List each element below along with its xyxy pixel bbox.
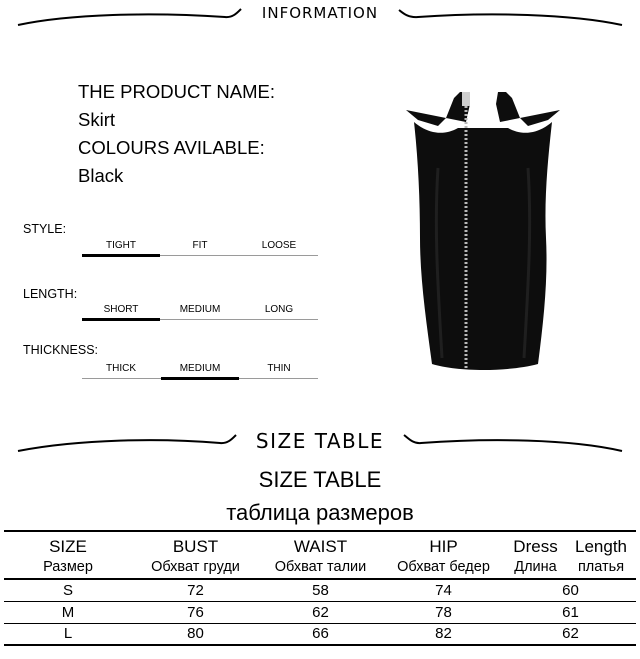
cell-waist: 62 [259,601,382,623]
table-header-row-ru [4,557,636,579]
length-option-short: SHORT [82,304,160,321]
cell-hip: 74 [382,579,505,601]
thickness-option-thin: THIN [267,363,291,374]
cell-hip: 78 [382,601,505,623]
header-hip: HIP [382,531,505,557]
header-length-ru: платья [566,557,636,579]
header-dress: Dress [505,531,566,557]
cell-bust: 80 [132,623,259,645]
cell-length: 61 [505,601,636,623]
size-table [4,530,636,646]
header-waist-ru: Обхват талии [259,557,382,579]
length-scale [82,304,318,320]
cell-size: L [4,623,132,645]
cell-size: M [4,601,132,623]
table-row [4,601,636,623]
cell-length: 62 [505,623,636,645]
cell-hip: 82 [382,623,505,645]
cell-waist: 66 [259,623,382,645]
table-title-en: SIZE TABLE [258,467,382,492]
product-name-value: Skirt [78,109,115,130]
information-title: INFORMATION [261,4,379,22]
table-title-ru: таблица размеров [226,500,414,525]
style-option-tight: TIGHT [82,240,160,257]
header-bust: BUST [132,531,259,557]
header-size: SIZE [4,531,132,557]
length-option-long: LONG [264,304,294,315]
information-header [0,0,640,30]
header-bust-ru: Обхват груди [132,557,259,579]
colours-label: COLOURS AVILABLE: [78,137,265,158]
header-size-ru: Размер [4,557,132,579]
product-name-label: THE PRODUCT NAME: [78,81,276,102]
table-row [4,623,636,645]
thickness-scale [82,363,318,379]
size-table-band-title: SIZE TABLE [255,429,385,453]
header-hip-ru: Обхват бедер [382,557,505,579]
style-scale [82,240,318,256]
style-label: STYLE: [23,222,67,236]
cell-size: S [4,579,132,601]
thickness-label: THICKNESS: [23,343,99,357]
length-option-medium: MEDIUM [179,304,221,315]
thickness-option-medium: MEDIUM [161,363,239,380]
cell-bust: 76 [132,601,259,623]
table-header-row [4,531,636,557]
cell-bust: 72 [132,579,259,601]
header-length: Length [566,531,636,557]
header-waist: WAIST [259,531,382,557]
cell-length: 60 [505,579,636,601]
product-info [78,78,275,190]
size-table-header [0,425,640,455]
thickness-option-thick: THICK [106,363,136,374]
style-option-loose: LOOSE [261,240,297,251]
header-dress-ru: Длина [505,557,566,579]
colours-value: Black [78,165,124,186]
length-label: LENGTH: [23,287,78,301]
table-row [4,579,636,601]
cell-waist: 58 [259,579,382,601]
style-option-fit: FIT [192,240,208,251]
skirt-product-image [398,88,568,374]
